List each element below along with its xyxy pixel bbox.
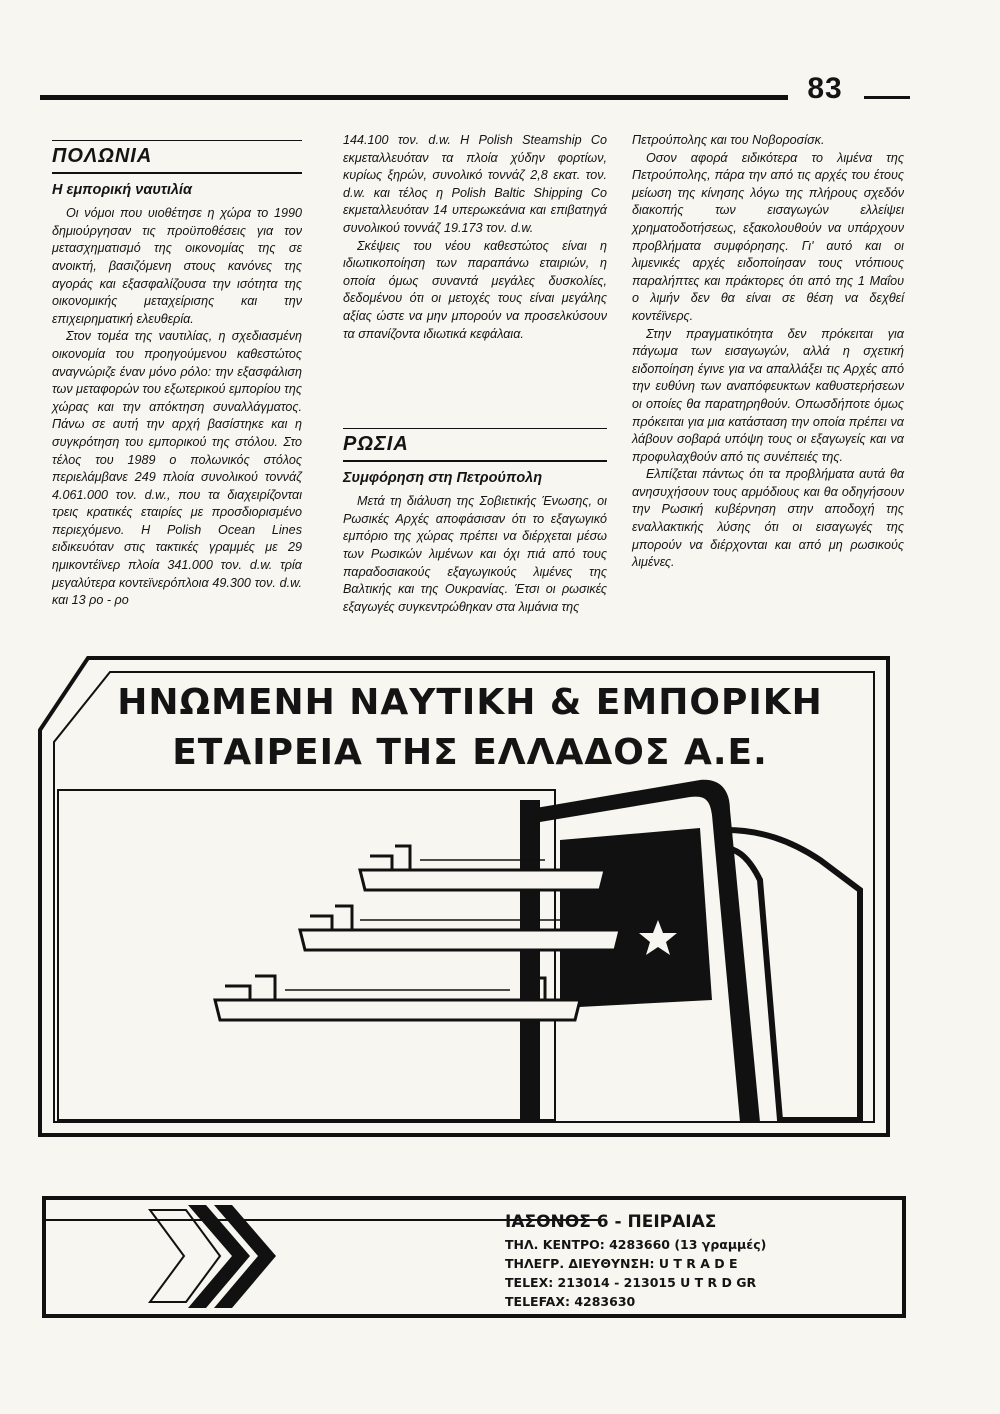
ad-telegraph: ΤΗΛΕΓΡ. ΔΙΕΥΘΥΝΣΗ: U T R A D E [505, 1256, 738, 1271]
ad-title-line-1: ΗΝΩΜΕΝΗ ΝΑΥΤΙΚΗ & ΕΜΠΟΡΙΚΗ [117, 682, 823, 723]
page-number: 83 [807, 72, 843, 105]
russia-continued-paragraph: Στην πραγματικότητα δεν πρόκειται για πάγωμα των εισαγωγών, αλλά η σχετική ειδοποίηση έγινε για να απαλλάξει τις Αρχές από την ευθύνη των αναπόφευκτων καθυστερήσεων οι οποίες θα παρατηρηθούν. Οπωσδήποτε όμως πρόκειται για μια κατάσταση την οποία πρέπει να λάβουν σοβαρά υπόψη τους οι εξαγωγείς και να προφυλαχθούν από τις συνέπειές της. [632, 326, 904, 464]
ad-telex: TELEX: 213014 - 213015 U T R D GR [505, 1275, 757, 1290]
ad-contact [505, 1212, 766, 1311]
ad-panel [58, 790, 555, 1120]
russia-continued-paragraph: Ελπίζεται πάντως ότι τα προβλήματα αυτά θα ανησυχήσουν τους αρμόδιους και θα οδηγήσουν την Ρωσική κυβέρνηση στην αποδοχή της εναλλακτικής λύσης ότι οι εισαγωγές της μπορούν να διέρχονται και από μη ρωσικούς λιμένες. [632, 467, 904, 570]
ad-address: ΙΑΣΟΝΟΣ 6 - ΠΕΙΡΑΙΑΣ [505, 1212, 717, 1232]
russia-title: ΡΩΣΙΑ [343, 433, 409, 455]
poland-paragraph: Στον τομέα της ναυτιλίας, η σχεδιασμένη οικονομία του προηγούμενου καθεστώτος αναγνώριζε έναν μόνο ρόλο: την εξασφάλιση των μεταφορών του εξωτερικού εμπορίου της χώρας και την απόκτηση συναλλάγματος. Πάνω σε αυτή την αρχή βασίστηκε και η συγκρότηση του εμπορικού της στόλου. Στο τέλος του 1989 ο πολωνικός στόλος περιελάμβανε 249 πλοία συνολικού τοννάζ 4.061.000 τον. d.w., που τα διαχειρίζονται τρεις κρατικές εταιρίες με προσδιορισμένο περιεχόμενο. Η Polish Ocean Lines ειδικευόταν στις τακτικές γραμμές με 29 ημικοντέϊνερ πλοία 341.000 τον. d.w. τρία μεγαλύτερα κοντεϊνερόπλοια 49.300 τον. d.w. και 13 ρο - ρο [52, 329, 302, 608]
russia-subtitle: Συμφόρηση στη Πετρούπολη [343, 469, 543, 486]
russia-continued-paragraph: Πετρούπολης και του Νοβοροσίσκ. [632, 133, 825, 147]
ad-telefax: TELEFAX: 4283630 [505, 1294, 636, 1309]
russia-paragraph: Μετά τη διάλυση της Σοβιετικής Ένωσης, οι Ρωσικές Αρχές αποφάσισαν ότι το εξαγωγικό εμπόριο της χώρας πρέπει να διέρχεται μέσω των Ρωσικών λιμένων και όχι πιά από τους παραδοσιακούς εξαγωγικούς λιμένες της Βαλτικής και της Ουκρανίας. Έτσι οι ρωσικές εξαγωγές συγκεντρώθηκαν στα λιμάνια της [343, 494, 607, 614]
ad-phone: ΤΗΛ. ΚΕΝΤΡΟ: 4283660 (13 γραμμές) [505, 1237, 767, 1252]
poland-continued-paragraph: 144.100 τον. d.w. Η Polish Steamship Co εκμεταλλευόταν τα πλοία χύδην φορτίων, κυρίως ξηρών, συνολικό τοννάζ 2,8 εκατ. τον. d.w. και τέλος η Polish Baltic Shipping Co εκμεταλλευόταν 14 υπερωκεάνια και επιβατηγά συνολικού τοννάζ 19.173 τον. d.w. [343, 133, 607, 235]
russia-continued-paragraph: Οσον αφορά ειδικότερα το λιμένα της Πετρούπολης, πάρα την από τις αρχές του έτους μείωση της κίνησης λόγω της πλήρους σχεδόν διακοπής των εισαγωγών ελλείψει χρηματοδοτήσεως, εξακολουθούν να υπάρχουν προβλήματα συμφόρησης. Γι' αυτό και οι λιμενικές αρχές ειδοποίησαν τους ντόπιους παραλήπτες και πράκτορες ότι από της 1 Μαΐου ο λιμήν δεν θα είναι σε θέση να δεχθεί κοντέϊνερς. [632, 150, 904, 323]
ad-title-line-2: ΕΤΑΙΡΕΙΑ ΤΗΣ ΕΛΛΑΔΟΣ Α.Ε. [172, 732, 768, 773]
ad-dark-block [560, 828, 712, 1008]
poland-paragraph: Οι νόμοι που υιοθέτησε η χώρα το 1990 δημιούργησαν τις προϋποθέσεις για τον μετασχηματισμό της οικονομίας της σε ανοικτή, βασιζόμενη στους κανόνες της αγοράς και εξασφαλίζουσα την ισότητα της οικονομικής μεταχείρισης και την επιχειρηματική ελευθερία. [52, 206, 302, 326]
poland-title: ΠΟΛΩΝΙΑ [52, 145, 153, 167]
ad-contact-box [44, 1198, 904, 1316]
poland-subtitle: Η εμπορική ναυτιλία [52, 181, 192, 198]
ad-stern-outer [520, 800, 540, 1122]
poland-continued-paragraph: Σκέψεις του νέου καθεστώτος είναι η ιδιωτικοποίηση των παραπάνω εταιριών, η οποία όμως συναντά μεγάλες δυσκολίες, δεδομένου ότι οι μετοχές τους είναι μεγάλης αξίας ώστε να μην μπορούν να προσελκύσουν τα σπανίζοντα ιδιωτικά κεφάλαια. [343, 238, 607, 341]
